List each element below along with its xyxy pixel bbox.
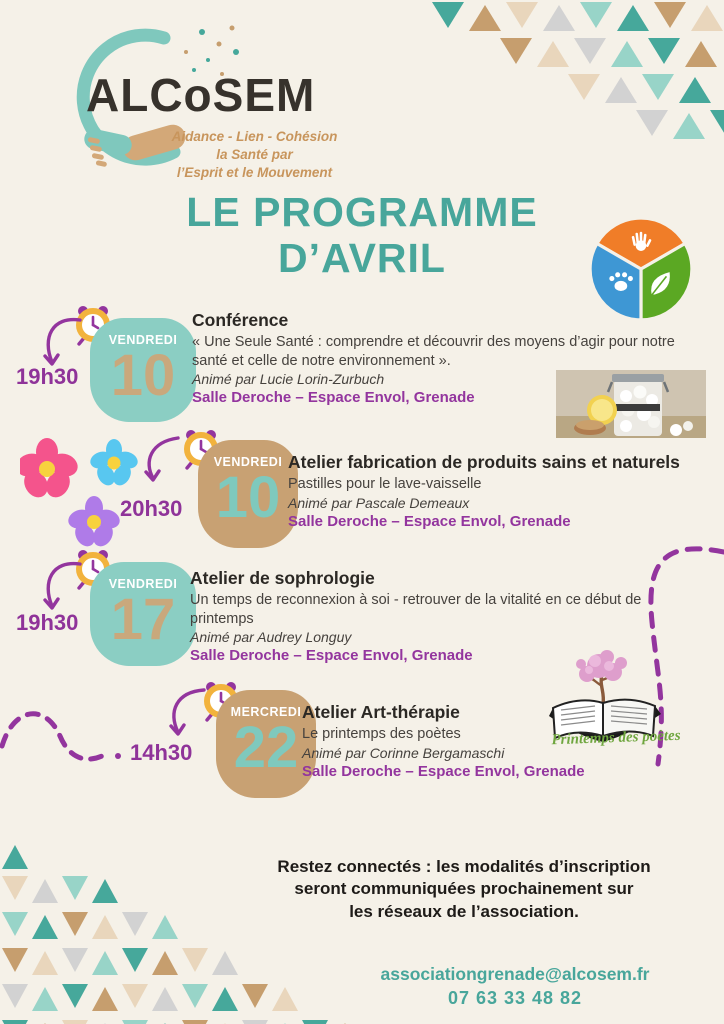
triangle xyxy=(62,1020,88,1024)
triangle xyxy=(469,2,501,31)
triangle xyxy=(679,74,711,103)
day-label: VENDREDI xyxy=(108,577,178,591)
triangle xyxy=(242,984,268,1011)
tagline-line: la Santé par xyxy=(216,147,293,163)
contact-block xyxy=(340,964,690,1009)
event-details xyxy=(288,452,718,530)
triangle xyxy=(32,948,58,975)
curved-arrow-icon xyxy=(140,434,188,486)
triangle xyxy=(636,110,668,139)
triangle xyxy=(500,38,532,67)
event-title: Atelier de sophrologie xyxy=(190,568,375,588)
triangle xyxy=(2,948,28,975)
event-time: 19h30 xyxy=(16,364,79,389)
triangle xyxy=(62,876,88,903)
poetes-caption: Printemps des poètes xyxy=(551,727,681,749)
triangle xyxy=(182,1020,208,1024)
notice-line: Restez connectés : les modalités d’inscription xyxy=(277,857,651,876)
triangle xyxy=(543,2,575,31)
date-number: 10 xyxy=(215,465,281,530)
triangle xyxy=(272,1020,298,1024)
jar-photo-illustration xyxy=(556,370,706,438)
triangle xyxy=(685,38,717,67)
event-host: Animé par Pascale Demeaux xyxy=(288,494,470,511)
triangle xyxy=(122,912,148,939)
logo-tagline xyxy=(152,128,357,183)
triangle xyxy=(92,948,118,975)
triangle xyxy=(152,912,178,939)
triangle xyxy=(580,2,612,31)
triangle xyxy=(152,948,178,975)
triangle xyxy=(62,948,88,975)
curved-arrow-icon xyxy=(162,686,214,738)
contact-email-link[interactable]: associationgrenade@alcosem.fr xyxy=(380,964,650,984)
blossom-tree-icon xyxy=(576,650,627,704)
triangle xyxy=(648,38,680,67)
event-host: Animé par Corinne Bergamaschi xyxy=(302,744,505,761)
triangle xyxy=(611,38,643,67)
triangle xyxy=(182,948,208,975)
triangle xyxy=(691,2,723,31)
event-title: Conférence xyxy=(192,310,289,330)
dashed-path-left xyxy=(0,698,130,772)
one-health-logo xyxy=(588,216,694,322)
triangle xyxy=(568,74,600,103)
triangle xyxy=(62,984,88,1011)
curved-arrow-icon xyxy=(36,558,88,616)
flower-pink-icon xyxy=(20,438,81,502)
event-time: 14h30 xyxy=(130,740,193,765)
triangle xyxy=(2,1020,28,1024)
event-host: Animé par Lucie Lorin-Zurbuch xyxy=(192,371,385,388)
date-number: 10 xyxy=(110,343,176,408)
triangle xyxy=(212,948,238,975)
date-number: 17 xyxy=(110,587,176,652)
triangle xyxy=(92,912,118,939)
triangle xyxy=(92,876,118,903)
triangle xyxy=(654,2,686,31)
triangle xyxy=(605,74,637,103)
event-location: Salle Deroche – Espace Envol, Grenade xyxy=(190,647,473,665)
date-number: 22 xyxy=(233,715,299,780)
triangle xyxy=(642,74,674,103)
triangle xyxy=(673,110,705,139)
date-badge xyxy=(90,318,196,422)
pastilles-jar-photo xyxy=(556,370,706,438)
notice-line: les réseaux de l’association. xyxy=(349,901,579,921)
triangle xyxy=(92,984,118,1011)
triangle xyxy=(617,2,649,31)
event-title: Atelier Art-thérapie xyxy=(302,702,460,722)
triangle xyxy=(212,984,238,1011)
triangle xyxy=(710,110,724,139)
triangle xyxy=(122,984,148,1011)
triangle xyxy=(122,948,148,975)
date-badge xyxy=(216,690,316,798)
event-description: Le printemps des poètes xyxy=(302,726,461,742)
triangle xyxy=(122,1020,148,1024)
alcosem-logo xyxy=(24,20,344,180)
triangle xyxy=(332,1020,358,1024)
triangle xyxy=(212,1020,238,1024)
triangle xyxy=(537,38,569,67)
triangle xyxy=(182,984,208,1011)
event-time: 19h30 xyxy=(16,610,79,635)
triangle xyxy=(506,2,538,31)
event-description: Un temps de reconnexion à soi - retrouver de la vitalité en ce début de printemps xyxy=(190,592,642,627)
footer-notice xyxy=(238,856,690,923)
triangle xyxy=(32,984,58,1011)
triangle xyxy=(92,1020,118,1024)
triangle xyxy=(32,912,58,939)
day-label: VENDREDI xyxy=(213,455,283,469)
triangle xyxy=(242,1020,268,1024)
event-location: Salle Deroche – Espace Envol, Grenade xyxy=(192,389,475,407)
event-host: Animé par Audrey Longuy xyxy=(190,629,352,646)
date-badge xyxy=(90,562,196,666)
title-line-2: D’AVRIL xyxy=(278,234,446,281)
date-badge xyxy=(198,440,298,548)
triangle xyxy=(302,1020,328,1024)
triangle xyxy=(2,912,28,939)
triangle xyxy=(32,1020,58,1024)
day-label: MERCREDI xyxy=(230,705,302,719)
triangle xyxy=(2,984,28,1011)
event-time: 20h30 xyxy=(120,496,183,521)
flower-purple-icon xyxy=(66,496,123,550)
triangle xyxy=(2,876,28,903)
tagline-line: l’Esprit et le Mouvement xyxy=(176,165,333,181)
triangle xyxy=(62,912,88,939)
flower-blue-icon xyxy=(88,439,140,489)
tagline-line: Aidance - Lien - Cohésion xyxy=(171,129,338,144)
contact-phone-link[interactable]: 07 63 33 48 82 xyxy=(447,988,583,1008)
triangle xyxy=(272,984,298,1011)
triangle xyxy=(152,984,178,1011)
event-location: Salle Deroche – Espace Envol, Grenade xyxy=(288,512,571,530)
triangle xyxy=(2,842,28,869)
day-label: VENDREDI xyxy=(108,333,178,347)
event-location: Salle Deroche – Espace Envol, Grenade xyxy=(302,762,585,780)
notice-line: seront communiquées prochainement sur xyxy=(294,879,634,899)
triangle xyxy=(432,2,464,31)
triangle xyxy=(32,876,58,903)
triangle xyxy=(152,1020,178,1024)
event-description: Pastilles pour le lave-vaisselle xyxy=(288,476,482,492)
title-line-1: LE PROGRAMME xyxy=(186,189,538,235)
logo-wordmark: ALCoSEM xyxy=(86,69,316,121)
event-title: Atelier fabrication de produits sains et naturels xyxy=(288,452,680,472)
event-description: « Une Seule Santé : comprendre et découvrir des moyens d’agir pour notre santé et celle de notre environnement ». xyxy=(192,334,675,369)
triangle xyxy=(574,38,606,67)
